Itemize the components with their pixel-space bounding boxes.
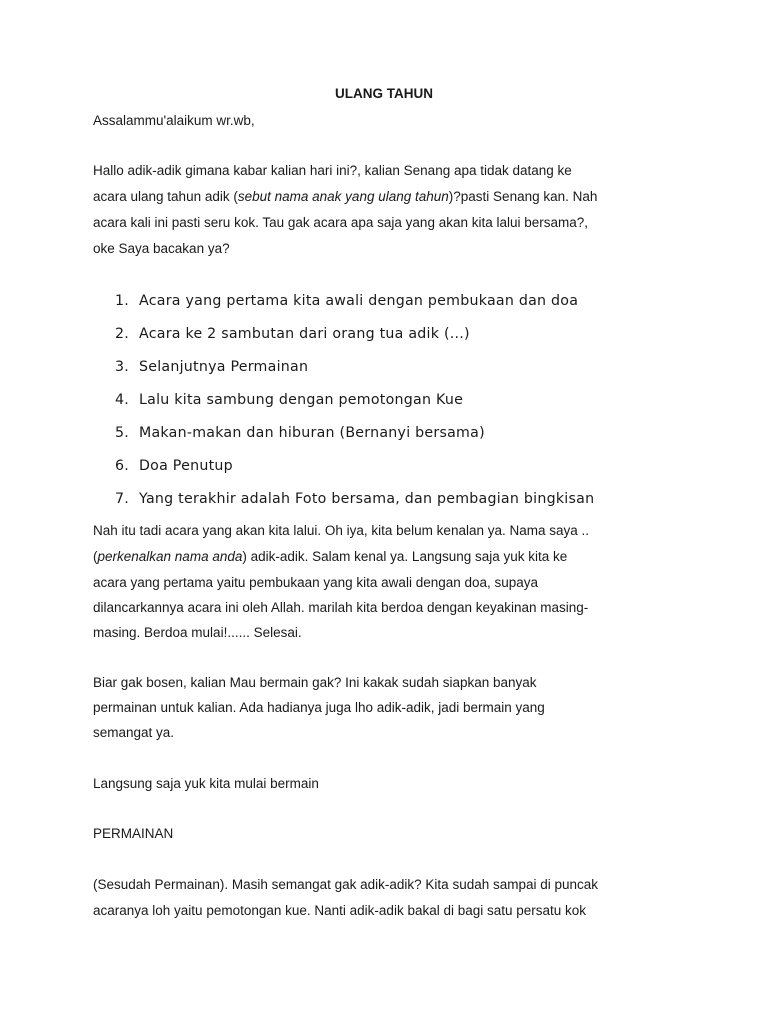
para6-line-1: (Sesudah Permainan). Masih semangat gak adik-adik? Kita sudah sampai di puncak bbox=[93, 877, 599, 892]
intro-line-1: Hallo adik-adik gimana kabar kalian hari ini?, kalian Senang apa tidak datang ke bbox=[93, 163, 572, 178]
para4: Langsung saja yuk kita mulai bermain bbox=[93, 776, 319, 791]
list-item: 2. Acara ke 2 sambutan dari orang tua adik (...) bbox=[115, 326, 470, 342]
greeting: Assalammu'alaikum wr.wb, bbox=[93, 113, 255, 128]
intro-line-4: oke Saya bacakan ya? bbox=[93, 241, 230, 256]
para2-line-3: acara yang pertama yaitu pembukaan yang kita awali dengan doa, supaya bbox=[93, 575, 539, 590]
para2-line-2: (perkenalkan nama anda) adik-adik. Salam kenal ya. Langsung saja yuk kita ke bbox=[93, 549, 568, 564]
para3-line-1: Biar gak bosen, kalian Mau bermain gak? Ini kakak sudah siapkan banyak bbox=[93, 675, 537, 690]
para6-line-2: acaranya loh yaitu pemotongan kue. Nanti adik-adik bakal di bagi satu persatu kok bbox=[93, 903, 587, 918]
list-item: 1. Acara yang pertama kita awali dengan pembukaan dan doa bbox=[115, 293, 579, 309]
agenda-list bbox=[115, 289, 594, 520]
document-title: ULANG TAHUN bbox=[335, 86, 433, 101]
intro-line-2: acara ulang tahun adik (sebut nama anak yang ulang tahun)?pasti Senang kan. Nah bbox=[93, 189, 598, 204]
para3-line-3: semangat ya. bbox=[93, 725, 175, 740]
list-item: 3. Selanjutnya Permainan bbox=[115, 359, 309, 375]
list-item: 5. Makan-makan dan hiburan (Bernanyi bersama) bbox=[115, 425, 485, 441]
list-item: 7. Yang terakhir adalah Foto bersama, dan pembagian bingkisan bbox=[115, 491, 595, 507]
section-heading-permainan: PERMAINAN bbox=[93, 826, 174, 841]
para3-line-2: permainan untuk kalian. Ada hadianya juga lho adik-adik, jadi bermain yang bbox=[93, 700, 545, 715]
para2-line-1: Nah itu tadi acara yang akan kita lalui. Oh iya, kita belum kenalan ya. Nama saya .. bbox=[93, 523, 590, 538]
intro-line-3: acara kali ini pasti seru kok. Tau gak acara apa saja yang akan kita lalui bersama?, bbox=[93, 215, 589, 230]
list-item: 4. Lalu kita sambung dengan pemotongan Kue bbox=[115, 392, 464, 408]
list-item: 6. Doa Penutup bbox=[115, 458, 233, 474]
para2-line-5: masing. Berdoa mulai!...... Selesai. bbox=[93, 625, 302, 640]
para2-line-4: dilancarkannya acara ini oleh Allah. marilah kita berdoa dengan keyakinan masing- bbox=[93, 600, 589, 615]
